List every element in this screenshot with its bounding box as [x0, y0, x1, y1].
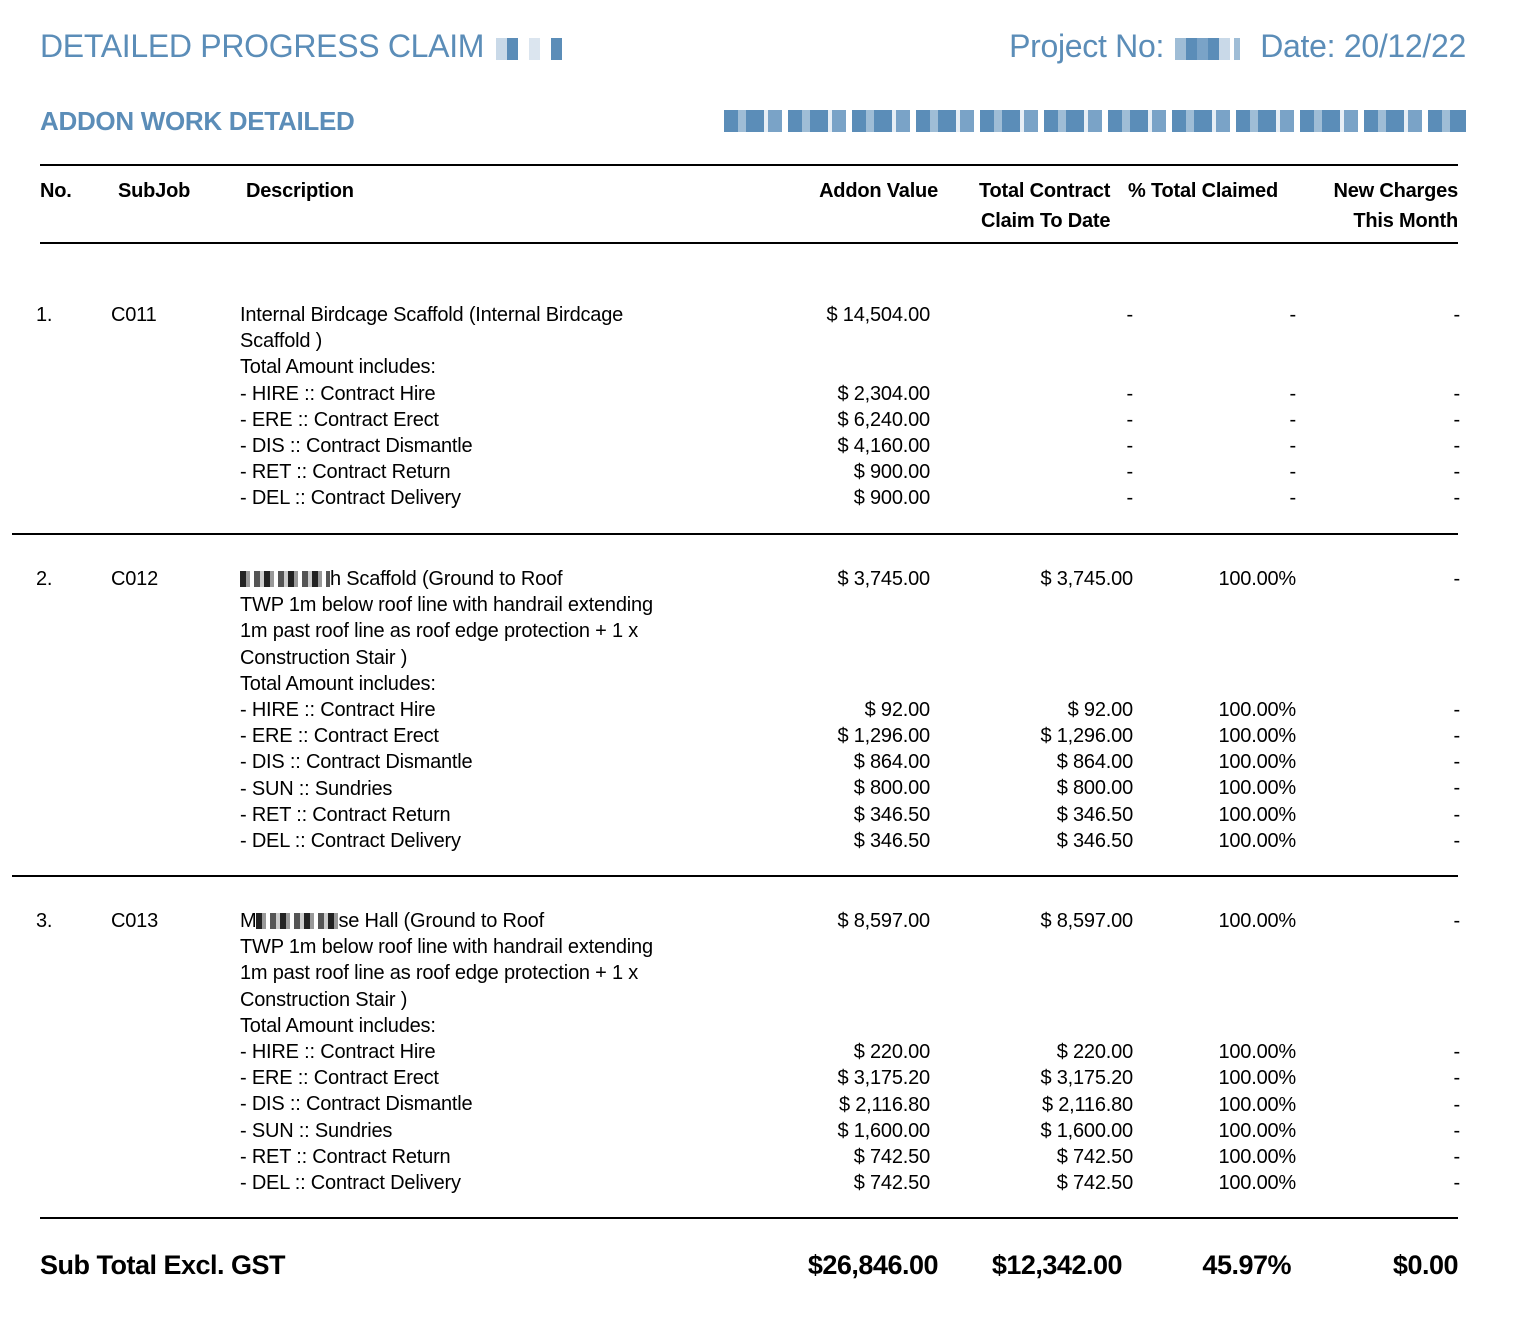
- date-value: 20/12/22: [1343, 28, 1466, 64]
- item-subjob: C013: [111, 910, 159, 932]
- project-info: [1009, 28, 1466, 65]
- desc-line: [240, 908, 653, 934]
- breakdown-claim: -: [1126, 409, 1133, 431]
- breakdown-pct: 100.00%: [1218, 830, 1296, 852]
- breakdown-claim: $ 1,600.00: [1040, 1120, 1133, 1142]
- breakdown-pct: 100.00%: [1218, 1120, 1296, 1142]
- breakdown-addon: $ 742.50: [853, 1172, 930, 1194]
- item-subjob: C011: [111, 304, 157, 326]
- item-new-charges: -: [1453, 568, 1460, 590]
- subtotal-addon-value: $26,846.00: [807, 1250, 938, 1280]
- desc-line: 1m past roof line as roof edge protection + 1 x: [240, 620, 639, 643]
- breakdown-new: -: [1453, 409, 1460, 431]
- desc-text: M: [240, 910, 257, 932]
- breakdown-claim: -: [1126, 435, 1133, 457]
- page-title: [40, 28, 562, 65]
- item-addon-value: $ 8,597.00: [837, 910, 930, 932]
- breakdown-new: -: [1453, 1067, 1460, 1089]
- breakdown-pct: 100.00%: [1218, 699, 1296, 721]
- subtotal-new-charges: $0.00: [1392, 1250, 1458, 1280]
- section-subtitle: ADDON WORK DETAILED: [40, 106, 355, 136]
- desc-text: h Scaffold (Ground to Roof: [330, 568, 563, 590]
- breakdown-claim: $ 800.00: [1056, 777, 1133, 799]
- breakdown-label: - RET :: Contract Return: [240, 803, 451, 826]
- breakdown-new: -: [1453, 461, 1460, 483]
- breakdown-label: - HIRE :: Contract Hire: [240, 382, 436, 405]
- breakdown-pct: 100.00%: [1218, 1094, 1296, 1116]
- desc-text: se Hall (Ground to Roof: [338, 910, 544, 932]
- item-description: [240, 566, 653, 854]
- subtotal-rule: [40, 1217, 1458, 1219]
- page-title-text: DETAILED PROGRESS CLAIM: [40, 28, 485, 64]
- breakdown-label: - HIRE :: Contract Hire: [240, 1041, 436, 1064]
- redacted-site-name: [724, 110, 1466, 132]
- item-description: [240, 302, 623, 512]
- header-bottom-rule: [40, 242, 1458, 244]
- breakdown-label: - HIRE :: Contract Hire: [240, 699, 436, 722]
- item-no: 3.: [36, 910, 53, 932]
- breakdown-claim: $ 864.00: [1056, 751, 1133, 773]
- breakdown-claim: $ 742.50: [1056, 1146, 1133, 1168]
- desc-line: Construction Stair ): [240, 988, 408, 1011]
- breakdown-new: -: [1453, 751, 1460, 773]
- breakdown-addon: $ 864.00: [853, 751, 930, 773]
- redacted-text: [240, 571, 330, 587]
- subtotal-label: Sub Total Excl. GST: [40, 1250, 286, 1280]
- breakdown-claim: $ 1,296.00: [1040, 725, 1133, 747]
- desc-line: [240, 566, 653, 592]
- item-pct: -: [1289, 304, 1296, 326]
- breakdown-label: - DIS :: Contract Dismantle: [240, 1093, 473, 1116]
- item-new-charges: -: [1453, 304, 1460, 326]
- redacted-project-number: [1175, 38, 1240, 60]
- breakdown-pct: 100.00%: [1218, 804, 1296, 826]
- breakdown-label: - RET :: Contract Return: [240, 461, 451, 484]
- breakdown-addon: $ 900.00: [853, 487, 930, 509]
- date-label: Date:: [1260, 28, 1336, 64]
- breakdown-label: - SUN :: Sundries: [240, 1119, 393, 1142]
- breakdown-addon: $ 1,296.00: [837, 725, 930, 747]
- breakdown-label: - RET :: Contract Return: [240, 1145, 451, 1168]
- breakdown-pct: -: [1289, 435, 1296, 457]
- breakdown-addon: $ 2,116.80: [838, 1094, 930, 1116]
- breakdown-pct: -: [1289, 487, 1296, 509]
- breakdown-new: -: [1453, 1041, 1460, 1063]
- breakdown-new: -: [1453, 725, 1460, 747]
- breakdown-new: -: [1453, 699, 1460, 721]
- breakdown-label: - DEL :: Contract Delivery: [240, 1172, 461, 1195]
- breakdown-pct: 100.00%: [1218, 777, 1296, 799]
- item-claim-to-date: -: [1126, 304, 1133, 326]
- col-header-new-charges: New Charges: [1333, 180, 1458, 202]
- col-header-addon-value: Addon Value: [819, 180, 938, 202]
- item-no: 1.: [36, 304, 53, 326]
- subtotal-claim-to-date: $12,342.00: [991, 1250, 1122, 1280]
- breakdown-addon: $ 92.00: [864, 699, 930, 721]
- breakdown-label: - ERE :: Contract Erect: [240, 408, 439, 431]
- breakdown-label: - ERE :: Contract Erect: [240, 1067, 439, 1090]
- col-header-no: No.: [40, 180, 72, 202]
- breakdown-claim: $ 3,175.20: [1040, 1067, 1133, 1089]
- breakdown-claim: $ 92.00: [1067, 699, 1133, 721]
- breakdown-pct: -: [1289, 461, 1296, 483]
- item-pct: 100.00%: [1218, 910, 1296, 932]
- breakdown-new: -: [1453, 1172, 1460, 1194]
- item-description: [240, 908, 653, 1196]
- breakdown-pct: 100.00%: [1218, 1067, 1296, 1089]
- item-divider: [12, 533, 1458, 535]
- breakdown-new: -: [1453, 1120, 1460, 1142]
- item-claim-to-date: $ 8,597.00: [1040, 910, 1133, 932]
- breakdown-claim: -: [1126, 383, 1133, 405]
- project-no-label: Project No:: [1009, 28, 1165, 64]
- desc-line: 1m past roof line as roof edge protection + 1 x: [240, 962, 639, 985]
- redacted-claim-number: [496, 38, 562, 60]
- breakdown-new: -: [1453, 435, 1460, 457]
- item-divider: [12, 875, 1458, 877]
- breakdown-new: -: [1453, 804, 1460, 826]
- col-header-description: Description: [246, 180, 354, 202]
- breakdown-claim: -: [1126, 461, 1133, 483]
- breakdown-pct: -: [1289, 409, 1296, 431]
- item-addon-value: $ 3,745.00: [837, 568, 930, 590]
- includes-label: Total Amount includes:: [240, 672, 436, 695]
- breakdown-new: -: [1453, 487, 1460, 509]
- breakdown-pct: 100.00%: [1218, 751, 1296, 773]
- col-header-claim-to-date: Claim To Date: [981, 210, 1111, 232]
- desc-line: Internal Birdcage Scaffold (Internal Birdcage: [240, 304, 624, 326]
- breakdown-new: -: [1453, 383, 1460, 405]
- breakdown-addon: $ 6,240.00: [837, 409, 930, 431]
- breakdown-addon: $ 2,304.00: [837, 383, 930, 405]
- breakdown-addon: $ 900.00: [853, 461, 930, 483]
- breakdown-claim: $ 2,116.80: [1041, 1094, 1133, 1116]
- desc-line: TWP 1m below roof line with handrail extending: [240, 936, 653, 959]
- item-subjob: C012: [111, 568, 159, 590]
- col-header-pct-claimed: % Total Claimed: [1128, 180, 1278, 202]
- breakdown-addon: $ 220.00: [853, 1041, 930, 1063]
- item-pct: 100.00%: [1218, 568, 1296, 590]
- includes-label: Total Amount includes:: [240, 356, 436, 379]
- breakdown-addon: $ 346.50: [853, 804, 930, 826]
- breakdown-label: - DIS :: Contract Dismantle: [240, 751, 473, 774]
- item-no: 2.: [36, 568, 53, 590]
- breakdown-claim: $ 220.00: [1056, 1041, 1133, 1063]
- desc-line: Scaffold ): [240, 330, 323, 353]
- breakdown-new: -: [1453, 1146, 1460, 1168]
- breakdown-claim: $ 742.50: [1056, 1172, 1133, 1194]
- breakdown-pct: 100.00%: [1218, 1041, 1296, 1063]
- col-header-total-contract: Total Contract: [979, 180, 1111, 202]
- breakdown-pct: 100.00%: [1218, 1172, 1296, 1194]
- breakdown-pct: 100.00%: [1218, 1146, 1296, 1168]
- col-header-subjob: SubJob: [118, 180, 191, 202]
- subtotal-pct: 45.97%: [1202, 1250, 1291, 1280]
- col-header-this-month: This Month: [1353, 210, 1458, 232]
- breakdown-addon: $ 800.00: [853, 777, 930, 799]
- breakdown-addon: $ 1,600.00: [837, 1120, 930, 1142]
- breakdown-addon: $ 3,175.20: [837, 1067, 930, 1089]
- item-addon-value: $ 14,504.00: [826, 304, 930, 326]
- breakdown-addon: $ 4,160.00: [837, 435, 930, 457]
- breakdown-label: - ERE :: Contract Erect: [240, 725, 439, 748]
- breakdown-pct: -: [1289, 383, 1296, 405]
- breakdown-new: -: [1453, 1094, 1460, 1116]
- breakdown-label: - DEL :: Contract Delivery: [240, 487, 461, 510]
- item-new-charges: -: [1453, 910, 1460, 932]
- item-claim-to-date: $ 3,745.00: [1040, 568, 1133, 590]
- breakdown-label: - DIS :: Contract Dismantle: [240, 435, 473, 458]
- breakdown-pct: 100.00%: [1218, 725, 1296, 747]
- desc-line: TWP 1m below roof line with handrail extending: [240, 594, 653, 617]
- breakdown-label: - SUN :: Sundries: [240, 777, 393, 800]
- redacted-text: [256, 913, 338, 929]
- breakdown-claim: $ 346.50: [1056, 830, 1133, 852]
- breakdown-new: -: [1453, 830, 1460, 852]
- breakdown-new: -: [1453, 777, 1460, 799]
- breakdown-addon: $ 742.50: [853, 1146, 930, 1168]
- breakdown-claim: $ 346.50: [1056, 804, 1133, 826]
- breakdown-addon: $ 346.50: [853, 830, 930, 852]
- includes-label: Total Amount includes:: [240, 1014, 436, 1037]
- breakdown-label: - DEL :: Contract Delivery: [240, 830, 461, 853]
- desc-line: Construction Stair ): [240, 646, 408, 669]
- header-top-rule: [40, 164, 1458, 166]
- breakdown-claim: -: [1126, 487, 1133, 509]
